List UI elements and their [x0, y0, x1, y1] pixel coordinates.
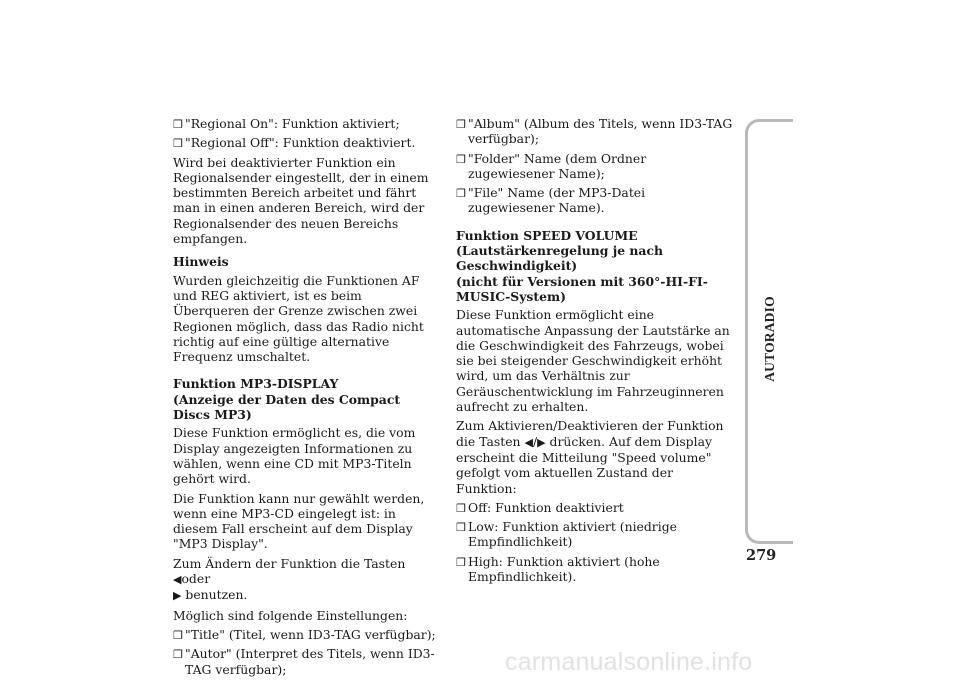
checkbox-bullet-icon: ❒	[456, 118, 466, 131]
list-item	[456, 500, 734, 515]
list-item-text: Off: Funktion deaktiviert	[468, 499, 624, 515]
list-item	[456, 116, 734, 147]
arrow-left-icon: ◀	[524, 435, 533, 449]
list-item-text: "File" Name (der MP3-Datei zugewiesener Name).	[468, 185, 646, 216]
heading-line: (Anzeige der Daten des Compact Discs MP3)	[173, 391, 401, 423]
paragraph: Die Funktion kann nur gewählt werden, wenn eine MP3-CD eingelegt ist: in diesem Fall erscheint auf dem Display "MP3 Display".	[173, 490, 425, 552]
section-tab-label: AUTORADIO	[762, 296, 777, 382]
text-span: benutzen.	[185, 587, 248, 603]
paragraph: Diese Funktion ermöglicht eine automatische Anpassung der Lautstärke an die Geschwindigkeit des Fahrzeugs, wobei sie bei steigender Geschwindigkeit erhöht wird, um das Verhältnis zur Geräuschentwicklung im Fahrzeuginneren aufrecht zu erhalten.	[456, 307, 730, 415]
list-item-text: "Folder" Name (dem Ordner zugewiesener Name);	[468, 150, 647, 181]
checkbox-bullet-icon: ❒	[173, 118, 183, 131]
list-item	[173, 135, 441, 150]
right-column	[456, 116, 734, 588]
paragraph: Diese Funktion ermöglicht es, die vom Display angezeigten Informationen zu wählen, wenn eine CD mit MP3-Titeln gehört wird.	[173, 425, 416, 487]
list-item	[173, 116, 441, 131]
checkbox-bullet-icon: ❒	[456, 187, 466, 201]
paragraph: Wird bei deaktivierter Funktion ein Regionalsender eingestellt, der in einem bestimmten Bereich arbeitet und fährt man in einen anderen Bereich, wird der Regionalsender des neuen Bereichs empfangen.	[173, 154, 429, 247]
checkbox-bullet-icon: ❒	[456, 521, 466, 535]
checkbox-bullet-icon: ❒	[173, 137, 183, 151]
paragraph	[173, 556, 441, 604]
heading-line: Funktion MP3-DISPLAY	[173, 376, 339, 392]
list-item	[456, 554, 734, 585]
text-span: oder	[181, 571, 211, 587]
heading-mp3-display	[173, 376, 441, 422]
checkbox-bullet-icon: ❒	[173, 628, 183, 642]
checkbox-bullet-icon: ❒	[456, 555, 466, 569]
text-span: Zum Ändern der Funktion die Tasten	[173, 555, 406, 571]
paragraph: Wurden gleichzeitig die Funktionen AF und REG aktiviert, ist es beim Überqueren der Grenze zwischen zwei Regionen möglich, dass das Radio nicht richtig auf eine gültige alternative Frequenz umschaltet.	[173, 272, 424, 365]
paragraph	[456, 418, 734, 495]
heading-line: (nicht für Versionen mit 360°-HI-FI-MUSIC-System)	[456, 273, 708, 304]
left-column	[173, 116, 441, 681]
arrow-left-icon: ◀	[173, 573, 182, 587]
heading-line: (Lautstärkenregelung je nach Geschwindigkeit)	[456, 243, 663, 274]
checkbox-bullet-icon: ❒	[456, 152, 466, 166]
list-item	[173, 646, 441, 677]
text-span: drücken. Auf dem Display erscheint die Mitteilung "Speed volume" gefolgt vom aktuellen Zustand der Funktion:	[456, 433, 712, 496]
list-item-text: "Title" (Titel, wenn ID3-TAG verfügbar);	[185, 626, 436, 642]
list-item	[456, 151, 734, 182]
checkbox-bullet-icon: ❒	[456, 501, 466, 515]
text-span: Zum Aktivieren/Deaktivieren der Funktion die Tasten	[456, 418, 724, 449]
paragraph: Möglich sind folgende Einstellungen:	[173, 607, 408, 623]
watermark: carmanualsonline.info	[505, 648, 753, 676]
list-item-text: "Regional On": Funktion aktiviert;	[185, 116, 400, 131]
list-item-text: "Autor" (Interpret des Titels, wenn ID3-TAG verfügbar);	[185, 646, 435, 677]
heading-speed-volume	[456, 228, 734, 304]
page-number: 279	[746, 547, 777, 564]
list-item-text: Low: Funktion aktiviert (niedrige Empfindlichkeit)	[468, 519, 677, 550]
list-item	[456, 519, 734, 550]
heading-hinweis: Hinweis	[173, 254, 229, 270]
checkbox-bullet-icon: ❒	[173, 648, 183, 662]
list-item-text: "Regional Off": Funktion deaktiviert.	[185, 135, 416, 151]
arrow-right-icon: ▶	[537, 435, 546, 449]
text-span: /	[532, 433, 538, 449]
heading-line: Funktion SPEED VOLUME	[456, 227, 638, 243]
list-item-text: "Album" (Album des Titels, wenn ID3-TAG verfügbar);	[468, 116, 733, 147]
list-item	[173, 627, 441, 642]
list-item	[456, 185, 734, 216]
list-item-text: High: Funktion aktiviert (hohe Empfindlichkeit).	[468, 553, 660, 585]
arrow-right-icon: ▶	[173, 589, 182, 603]
